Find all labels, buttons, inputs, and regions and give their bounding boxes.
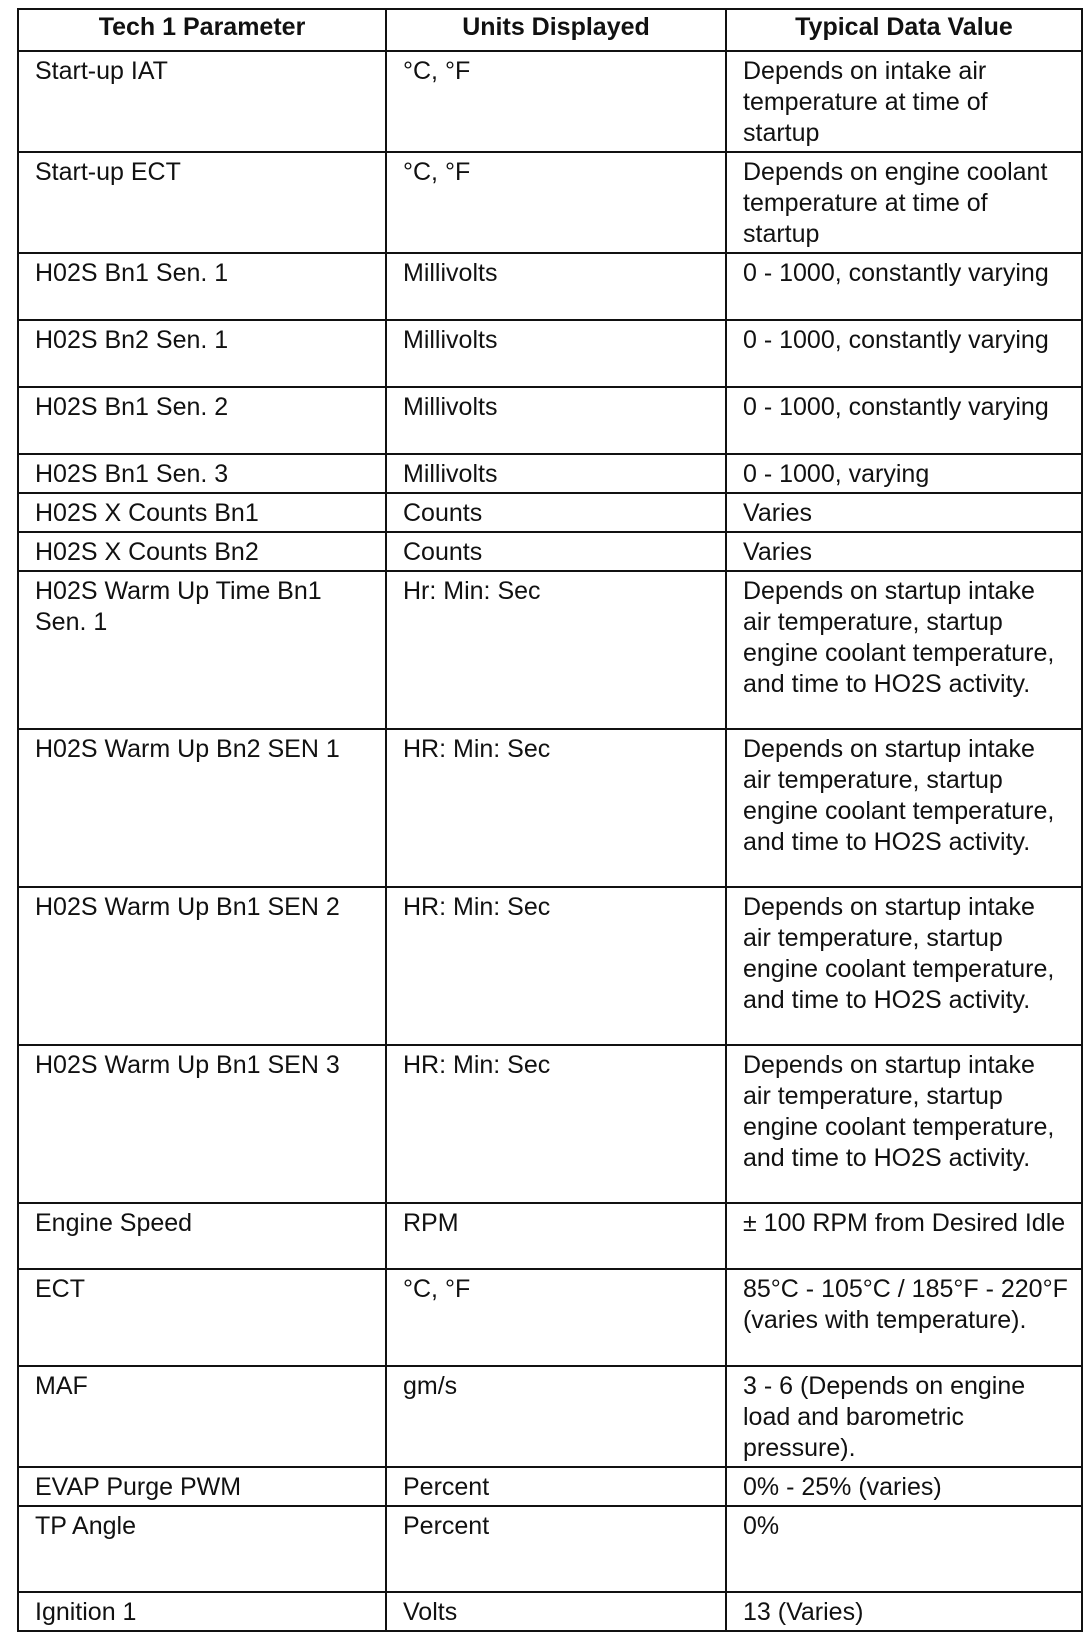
table-row <box>18 493 1082 532</box>
cell-units: Percent <box>386 1467 726 1506</box>
cell-units: Millivolts <box>386 454 726 493</box>
cell-units: Millivolts <box>386 387 726 454</box>
table-row <box>18 887 1082 1045</box>
cell-parameter: H02S X Counts Bn2 <box>18 532 386 571</box>
cell-value: Depends on engine coolant temperature at time of startup <box>726 152 1082 253</box>
cell-parameter: ECT <box>18 1269 386 1366</box>
table-row <box>18 532 1082 571</box>
cell-parameter: Engine Speed <box>18 1203 386 1269</box>
cell-parameter: H02S Warm Up Bn1 SEN 3 <box>18 1045 386 1203</box>
cell-value: ± 100 RPM from Desired Idle <box>726 1203 1082 1269</box>
cell-value: Depends on intake air temperature at time of startup <box>726 51 1082 152</box>
cell-parameter: Ignition 1 <box>18 1592 386 1631</box>
cell-units: HR: Min: Sec <box>386 1045 726 1203</box>
cell-value: Depends on startup intake air temperature, startup engine coolant temperature, and time to HO2S activity. <box>726 571 1082 729</box>
cell-value: Depends on startup intake air temperature, startup engine coolant temperature, and time to HO2S activity. <box>726 887 1082 1045</box>
cell-parameter: MAF <box>18 1366 386 1467</box>
header-typical-value: Typical Data Value <box>726 9 1082 51</box>
cell-units: Counts <box>386 532 726 571</box>
table-row <box>18 1366 1082 1467</box>
cell-parameter: H02S Bn2 Sen. 1 <box>18 320 386 387</box>
parameter-table <box>17 8 1083 1632</box>
table-row <box>18 454 1082 493</box>
table-row <box>18 1592 1082 1631</box>
cell-value: 0% - 25% (varies) <box>726 1467 1082 1506</box>
table-row <box>18 1045 1082 1203</box>
table-row <box>18 1506 1082 1592</box>
cell-value: 85°C - 105°C / 185°F - 220°F (varies with temperature). <box>726 1269 1082 1366</box>
table-row <box>18 152 1082 253</box>
cell-value: 0 - 1000, constantly varying <box>726 320 1082 387</box>
table-row <box>18 387 1082 454</box>
table-row <box>18 253 1082 320</box>
cell-value: 13 (Varies) <box>726 1592 1082 1631</box>
cell-units: HR: Min: Sec <box>386 887 726 1045</box>
table-row <box>18 51 1082 152</box>
cell-value: Varies <box>726 493 1082 532</box>
cell-parameter: H02S Warm Up Bn1 SEN 2 <box>18 887 386 1045</box>
cell-units: °C, °F <box>386 51 726 152</box>
cell-units: Percent <box>386 1506 726 1592</box>
cell-parameter: EVAP Purge PWM <box>18 1467 386 1506</box>
cell-value: Depends on startup intake air temperature, startup engine coolant temperature, and time to HO2S activity. <box>726 729 1082 887</box>
cell-units: HR: Min: Sec <box>386 729 726 887</box>
cell-units: Counts <box>386 493 726 532</box>
cell-units: °C, °F <box>386 152 726 253</box>
cell-units: gm/s <box>386 1366 726 1467</box>
header-parameter: Tech 1 Parameter <box>18 9 386 51</box>
cell-value: Varies <box>726 532 1082 571</box>
cell-value: 0 - 1000, varying <box>726 454 1082 493</box>
cell-units: Hr: Min: Sec <box>386 571 726 729</box>
table-row <box>18 729 1082 887</box>
table-row <box>18 1269 1082 1366</box>
cell-parameter: H02S Bn1 Sen. 3 <box>18 454 386 493</box>
cell-value: 0% <box>726 1506 1082 1592</box>
cell-units: Millivolts <box>386 320 726 387</box>
cell-value: 3 - 6 (Depends on engine load and barometric pressure). <box>726 1366 1082 1467</box>
cell-parameter: Start-up ECT <box>18 152 386 253</box>
cell-value: Depends on startup intake air temperature, startup engine coolant temperature, and time to HO2S activity. <box>726 1045 1082 1203</box>
header-units: Units Displayed <box>386 9 726 51</box>
table-row <box>18 1203 1082 1269</box>
table-row <box>18 571 1082 729</box>
cell-parameter: Start-up IAT <box>18 51 386 152</box>
cell-parameter: H02S Warm Up Bn2 SEN 1 <box>18 729 386 887</box>
cell-units: Millivolts <box>386 253 726 320</box>
header-row <box>18 9 1082 51</box>
cell-parameter: H02S Warm Up Time Bn1 Sen. 1 <box>18 571 386 729</box>
cell-parameter: TP Angle <box>18 1506 386 1592</box>
cell-parameter: H02S Bn1 Sen. 2 <box>18 387 386 454</box>
cell-units: RPM <box>386 1203 726 1269</box>
table-row <box>18 320 1082 387</box>
cell-value: 0 - 1000, constantly varying <box>726 253 1082 320</box>
cell-value: 0 - 1000, constantly varying <box>726 387 1082 454</box>
cell-parameter: H02S Bn1 Sen. 1 <box>18 253 386 320</box>
cell-parameter: H02S X Counts Bn1 <box>18 493 386 532</box>
cell-units: °C, °F <box>386 1269 726 1366</box>
cell-units: Volts <box>386 1592 726 1631</box>
table-row <box>18 1467 1082 1506</box>
